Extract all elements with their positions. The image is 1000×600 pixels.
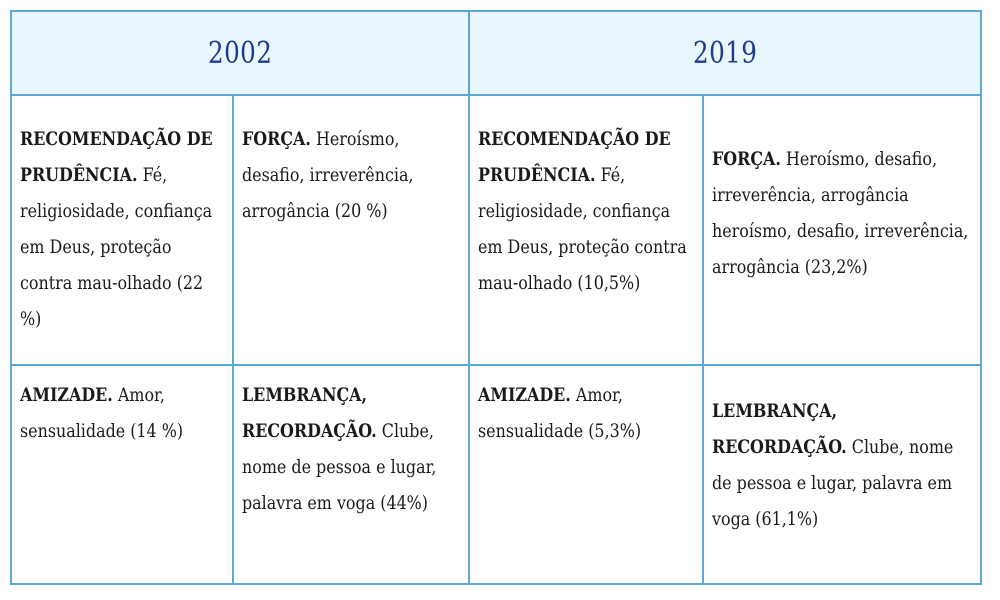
cell-body: Amor, sensualidade (5,3%)	[478, 385, 642, 442]
cell-lead: AMIZADE.	[478, 385, 571, 406]
cell-body: Amor, sensualidade (14 %)	[20, 385, 184, 442]
cell-body: Fé, religiosidade, confiança em Deus, proteção contra mau-olhado (22 %)	[20, 165, 213, 330]
cell-lead: FORÇA.	[242, 129, 311, 150]
cell-text	[712, 394, 971, 538]
cell-body: Clube, nome de pessoa e lugar, palavra em voga (44%)	[242, 421, 437, 514]
comparison-table	[10, 10, 982, 585]
year-label: 2002	[207, 35, 273, 71]
cell-text	[478, 122, 693, 302]
cell-text	[478, 378, 693, 450]
cell-body: Fé, religiosidade, confiança em Deus, proteção contra mau-olhado (10,5%)	[478, 165, 687, 294]
year-label: 2019	[692, 35, 758, 71]
cell-lead: AMIZADE.	[20, 385, 113, 406]
cell-lead: RECOMENDAÇÃO DE PRUDÊNCIA.	[478, 129, 671, 186]
table-cell	[11, 365, 233, 584]
cell-text	[242, 122, 459, 230]
table-cell	[703, 95, 981, 365]
cell-body: Clube, nome de pessoa e lugar, palavra em voga (61,1%)	[712, 437, 954, 530]
table-row	[11, 365, 981, 584]
table-cell	[469, 95, 703, 365]
cell-lead: LEMBRANÇA, RECORDAÇÃO.	[712, 401, 847, 458]
table-row	[11, 95, 981, 365]
year-header-2002	[11, 11, 469, 95]
cell-body: Heroísmo, desafio, irreverência, arrogância heroísmo, desafio, irreverência, arrogância (23,2%)	[712, 149, 969, 278]
cell-lead: RECOMENDAÇÃO DE PRUDÊNCIA.	[20, 129, 213, 186]
cell-text	[242, 378, 459, 522]
table-cell	[703, 365, 981, 584]
year-header-row	[11, 11, 981, 95]
table-cell	[11, 95, 233, 365]
cell-text	[20, 378, 223, 450]
cell-lead: FORÇA.	[712, 149, 781, 170]
cell-text	[20, 122, 223, 338]
cell-text	[712, 142, 971, 286]
table-cell	[469, 365, 703, 584]
table-cell	[233, 365, 469, 584]
cell-body: Heroísmo, desafio, irreverência, arrogância (20 %)	[242, 129, 414, 222]
table-cell	[233, 95, 469, 365]
cell-lead: LEMBRANÇA, RECORDAÇÃO.	[242, 385, 377, 442]
year-header-2019	[469, 11, 981, 95]
